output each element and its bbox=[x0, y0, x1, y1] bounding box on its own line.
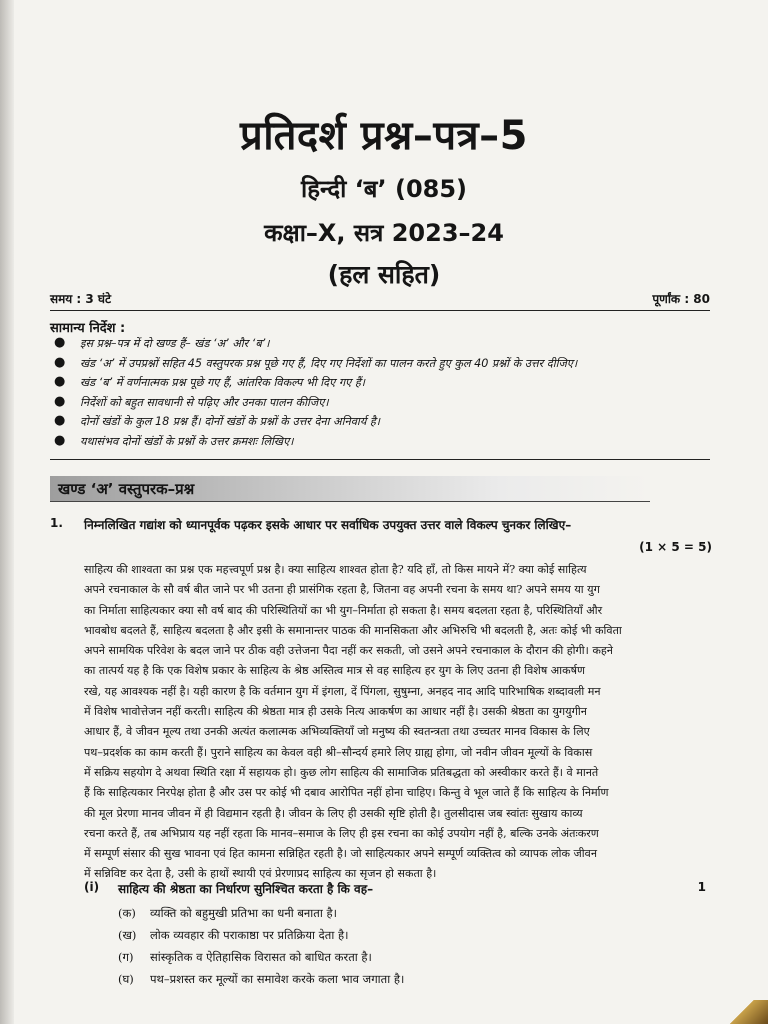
passage bbox=[84, 560, 714, 885]
sub-question-text: साहित्य की श्रेष्ठता का निर्धारण सुनिश्चित करता है कि वह– bbox=[118, 882, 374, 896]
sub-question-number: (i) bbox=[84, 880, 100, 894]
passage-line: भावबोध बदलते हैं, साहित्य बदलता है और इसी के समानान्तर पाठक की मानसिकता और अभिरुचि भी बदलती है, अतः कोई भी कविता bbox=[84, 623, 622, 637]
meta-row bbox=[50, 290, 710, 308]
corner-decoration bbox=[728, 1000, 768, 1024]
passage-line: साहित्य की शाश्वता का प्रश्न एक महत्त्वपूर्ण प्रश्न है। क्या साहित्य शाश्वत होता है? यदि हाँ, तो किस मायने में? क्या कोई साहित्य bbox=[84, 563, 587, 576]
bullet-icon: ● bbox=[54, 432, 66, 448]
option-label: (घ) bbox=[118, 972, 134, 986]
option-gha[interactable] bbox=[118, 968, 698, 990]
option-ka[interactable] bbox=[118, 902, 698, 924]
option-label: (ग) bbox=[118, 950, 134, 964]
instruction-item: ● दोनों खंडों के कुल 18 प्रश्न हैं। दोनों खंडों के प्रश्नों के उत्तर देना अनिवार्य है। bbox=[54, 413, 381, 428]
time-label: समय : 3 घंटे bbox=[50, 292, 112, 306]
instruction-item: ● इस प्रश्न–पत्र में दो खण्ड हैं– खंड ‘अ’ और ‘ब’। bbox=[54, 335, 270, 350]
bullet-icon: ● bbox=[54, 393, 66, 409]
sub-question-mark: 1 bbox=[697, 880, 706, 894]
passage-line: रखे, यह आवश्यक नहीं है। यही कारण है कि वर्तमान युग में इंगला, दें पिंगला, सुषुम्ना, अनहद नाद आदि पारिभाषिक शब्दावली मन bbox=[84, 684, 601, 698]
instruction-item: ● खंड ‘ब’ में वर्णनात्मक प्रश्न पूछे गए हैं, आंतरिक विकल्प भी दिए गए हैं। bbox=[54, 374, 366, 389]
passage-line: हैं कि साहित्यकार निरपेक्ष होता है और उस पर कोई भी दबाव आरोपित नहीं होना चाहिए। किन्तु वे भूल जाते हैं कि साहित्य के निर्माण bbox=[84, 786, 609, 800]
divider bbox=[50, 459, 710, 460]
question-text: निम्नलिखित गद्यांश को ध्यानपूर्वक पढ़कर इसके आधार पर सर्वाधिक उपयुक्त उत्तर वाले विकल्प चुनकर लिखिए– bbox=[84, 518, 572, 532]
passage-line: में विशेष भावोत्तेजन नहीं करती। साहित्य की श्रेष्ठता मात्र ही उसके नित्य आकर्षण का आधार नहीं है। उसकी श्रेष्ठता का युगयुगीन bbox=[84, 705, 587, 719]
divider bbox=[50, 310, 710, 311]
solved-label: (हल सहित) bbox=[327, 260, 441, 289]
general-instructions-title: सामान्य निर्देश : bbox=[50, 321, 126, 336]
subject-title: हिन्दी ‘ब’ (085) bbox=[300, 175, 468, 203]
passage-line: का तात्पर्य यह है कि एक विशेष प्रकार के साहित्य के श्रेष्ठ अस्तित्व मात्र से वह साहित्य हर युग के लिए उतना ही विशेष आकर्षण bbox=[84, 664, 586, 678]
option-kha[interactable] bbox=[118, 924, 698, 946]
passage-line: रचना करते हैं, तब अभिप्राय यह नहीं रहता कि मानव–समाज के लिए ही इस रचना का कोई उपयोग नहीं है, बल्कि उनके अंतःकरण bbox=[84, 826, 599, 840]
passage-line: में सक्रिय सहयोग दे अथवा स्थिति रक्षा में सहायक हो। कुछ लोग साहित्य की सामाजिक प्रतिबद्धता को अस्वीकार करते हैं। वे मानते bbox=[84, 765, 599, 779]
instructions-list bbox=[54, 336, 714, 453]
option-text: पथ–प्रशस्त कर मूल्यों का समावेश करके कला भाव जगाता है। bbox=[150, 972, 405, 986]
paper-title: प्रतिदर्श प्रश्न–पत्र–5 bbox=[240, 113, 528, 159]
passage-line: आधार हैं, वे जीवन मूल्य तथा उनकी अत्यंत कलात्मक अभिव्यक्तियाँ जो मनुष्य की स्वतन्त्रता तथा उच्चतर मानव विकास के लिए bbox=[84, 725, 590, 739]
passage-line: अपने रचनाकाल के सौ वर्ष बीत जाने पर भी उतना ही प्रासंगिक रहता है, जितना वह अपनी रचना के समय था? अपने समय या युग bbox=[84, 583, 600, 597]
option-label: (ख) bbox=[118, 928, 137, 942]
option-text: लोक व्यवहार की पराकाष्ठा पर प्रतिक्रिया देता है। bbox=[150, 928, 349, 942]
option-text: व्यक्ति को बहुमुखी प्रतिभा का धनी बनाता है। bbox=[150, 906, 337, 920]
bullet-icon: ● bbox=[54, 354, 66, 370]
section-header: खण्ड ‘अ’ वस्तुपरक–प्रश्न bbox=[50, 476, 650, 502]
passage-line: अपने सामयिक परिवेश के बदल जाने पर ठीक वही उत्तेजना पैदा नहीं कर सकती, जो उसने अपने रचनाकाल के दौरान की होगी। कहने bbox=[84, 644, 613, 658]
option-label: (क) bbox=[118, 906, 136, 920]
passage-line: की मूल प्रेरणा मानव जीवन में ही विद्यमान रहती है। जीवन के लिए ही उसकी सृष्टि होती है। तुलसीदास जब स्वांतः सुखाय काव्य bbox=[84, 806, 583, 820]
options-list bbox=[118, 902, 698, 990]
question-number: 1. bbox=[50, 516, 63, 530]
instruction-item: ● निर्देशों को बहुत सावधानी से पढ़िए और उनका पालन कीजिए। bbox=[54, 393, 329, 409]
question-marks: (1 × 5 = 5) bbox=[639, 540, 712, 554]
bullet-icon: ● bbox=[54, 413, 66, 428]
instruction-item: ● खंड ‘अ’ में उपप्रश्नों सहित 45 वस्तुपरक प्रश्न पूछे गए हैं, दिए गए निर्देशों का पालन करते हुए कुल 40 प्रश्नों के उत्तर दीजिए। bbox=[54, 354, 578, 370]
class-session: कक्षा–X, सत्र 2023–24 bbox=[264, 219, 504, 247]
max-marks-label: पूर्णांक : 80 bbox=[652, 292, 710, 306]
instruction-item: ● यथासंभव दोनों खंडों के प्रश्नों के उत्तर क्रमशः लिखिए। bbox=[54, 432, 294, 448]
passage-line: पथ–प्रदर्शक का काम करती हैं। पुराने साहित्य का केवल वही श्री–सौन्दर्य हमारे लिए ग्राह्य होगा, जो नवीन जीवन मूल्यों के विकास bbox=[84, 745, 593, 759]
passage-line: में सन्निविष्ट कर देता है, उसी के हाथों स्थायी एवं प्रेरणाप्रद साहित्य का सृजन हो सकता है। bbox=[84, 867, 437, 881]
bullet-icon: ● bbox=[54, 335, 66, 350]
section-underline bbox=[50, 501, 650, 502]
bullet-icon: ● bbox=[54, 374, 66, 389]
passage-line: का निर्माता साहित्यकार क्या सौ वर्ष बाद की परिस्थितियों का भी युग–निर्माता हो सकता है। समय बदलता रहता है, परिस्थितियाँ और bbox=[84, 603, 603, 617]
passage-line: में सम्पूर्ण संसार की सुख भावना एवं हित कामना सन्निहित रहती है। जो साहित्यकार अपने सम्पूर्ण व्यक्तित्व को व्यापक लोक जीवन bbox=[84, 847, 597, 861]
option-text: सांस्कृतिक व ऐतिहासिक विरासत को बाधित करता है। bbox=[150, 950, 372, 964]
option-ga[interactable] bbox=[118, 946, 698, 968]
